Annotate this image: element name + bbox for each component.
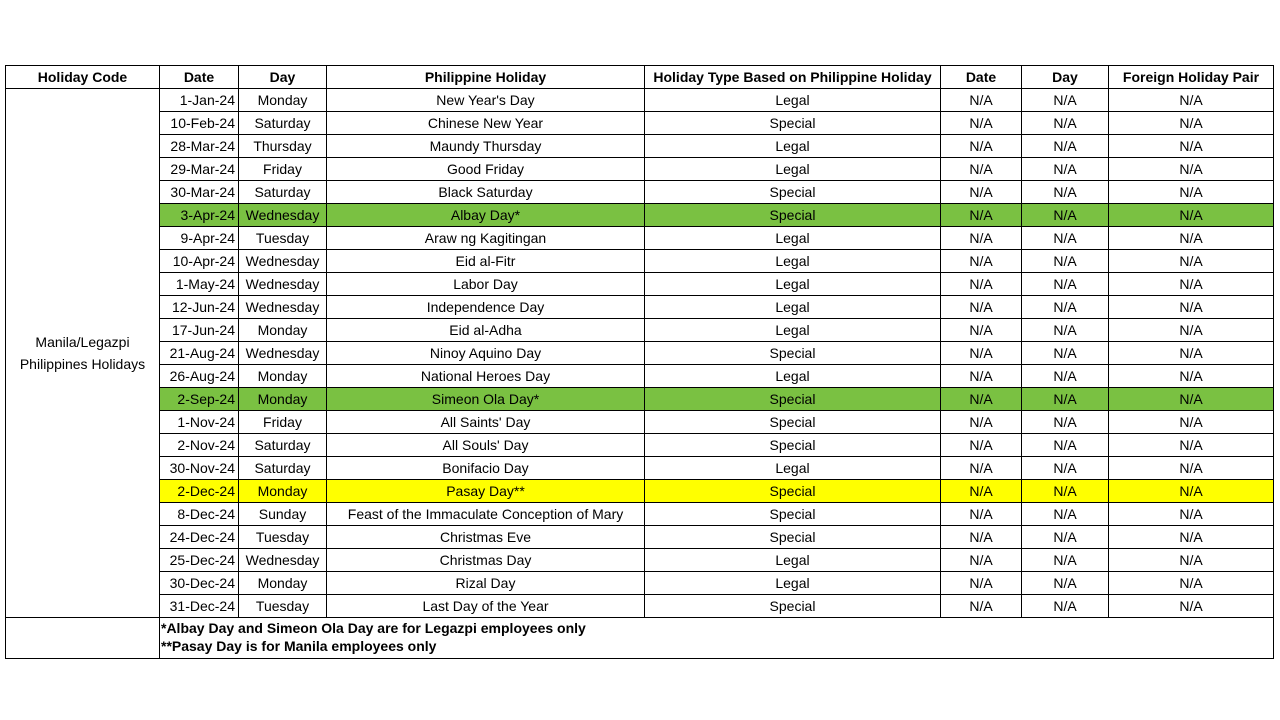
- cell-holiday-type: Special: [645, 388, 941, 411]
- cell-philippine-holiday: Bonifacio Day: [327, 457, 645, 480]
- table-row: [6, 204, 1274, 227]
- cell-date: 30-Nov-24: [160, 457, 239, 480]
- table-row: [6, 227, 1274, 250]
- cell-foreign-day: N/A: [1022, 204, 1109, 227]
- header-philippine-holiday: Philippine Holiday: [327, 66, 645, 89]
- cell-foreign-day: N/A: [1022, 89, 1109, 112]
- header-foreign-holiday-pair: Foreign Holiday Pair: [1109, 66, 1274, 89]
- cell-philippine-holiday: Rizal Day: [327, 572, 645, 595]
- cell-foreign-day: N/A: [1022, 411, 1109, 434]
- cell-foreign-holiday-pair: N/A: [1109, 135, 1274, 158]
- cell-day: Saturday: [239, 457, 327, 480]
- cell-foreign-date: N/A: [941, 135, 1022, 158]
- cell-foreign-date: N/A: [941, 158, 1022, 181]
- cell-foreign-date: N/A: [941, 204, 1022, 227]
- cell-philippine-holiday: Ninoy Aquino Day: [327, 342, 645, 365]
- cell-day: Monday: [239, 319, 327, 342]
- cell-philippine-holiday: Chinese New Year: [327, 112, 645, 135]
- cell-date: 2-Sep-24: [160, 388, 239, 411]
- cell-holiday-type: Legal: [645, 319, 941, 342]
- cell-foreign-day: N/A: [1022, 526, 1109, 549]
- cell-foreign-holiday-pair: N/A: [1109, 572, 1274, 595]
- cell-holiday-type: Legal: [645, 549, 941, 572]
- cell-foreign-holiday-pair: N/A: [1109, 204, 1274, 227]
- cell-holiday-type: Special: [645, 595, 941, 618]
- cell-foreign-holiday-pair: N/A: [1109, 89, 1274, 112]
- table-row: [6, 388, 1274, 411]
- cell-day: Friday: [239, 411, 327, 434]
- cell-philippine-holiday: All Saints' Day: [327, 411, 645, 434]
- cell-foreign-day: N/A: [1022, 112, 1109, 135]
- cell-foreign-date: N/A: [941, 434, 1022, 457]
- cell-philippine-holiday: Black Saturday: [327, 181, 645, 204]
- cell-day: Sunday: [239, 503, 327, 526]
- cell-holiday-type: Special: [645, 112, 941, 135]
- cell-day: Wednesday: [239, 273, 327, 296]
- cell-holiday-type: Legal: [645, 572, 941, 595]
- cell-foreign-date: N/A: [941, 112, 1022, 135]
- cell-date: 17-Jun-24: [160, 319, 239, 342]
- cell-day: Saturday: [239, 434, 327, 457]
- cell-foreign-day: N/A: [1022, 250, 1109, 273]
- cell-foreign-day: N/A: [1022, 480, 1109, 503]
- cell-foreign-date: N/A: [941, 319, 1022, 342]
- header-day: Day: [239, 66, 327, 89]
- notes-spacer-cell: [6, 618, 160, 659]
- table-row: [6, 319, 1274, 342]
- table-row: [6, 135, 1274, 158]
- table-row: [6, 526, 1274, 549]
- cell-holiday-type: Special: [645, 434, 941, 457]
- table-row: [6, 549, 1274, 572]
- header-date: Date: [160, 66, 239, 89]
- cell-date: 1-Nov-24: [160, 411, 239, 434]
- table-row: [6, 595, 1274, 618]
- cell-foreign-holiday-pair: N/A: [1109, 457, 1274, 480]
- cell-foreign-date: N/A: [941, 595, 1022, 618]
- cell-foreign-holiday-pair: N/A: [1109, 434, 1274, 457]
- cell-foreign-day: N/A: [1022, 342, 1109, 365]
- cell-date: 1-Jan-24: [160, 89, 239, 112]
- cell-date: 12-Jun-24: [160, 296, 239, 319]
- cell-philippine-holiday: Maundy Thursday: [327, 135, 645, 158]
- table-row: [6, 296, 1274, 319]
- cell-day: Saturday: [239, 181, 327, 204]
- cell-foreign-date: N/A: [941, 480, 1022, 503]
- notes-cell: [160, 618, 1274, 659]
- cell-holiday-type: Legal: [645, 296, 941, 319]
- cell-philippine-holiday: Eid al-Adha: [327, 319, 645, 342]
- cell-foreign-day: N/A: [1022, 457, 1109, 480]
- note-manila: **Pasay Day is for Manila employees only: [161, 638, 437, 654]
- holiday-rows: [6, 89, 1274, 618]
- cell-foreign-date: N/A: [941, 411, 1022, 434]
- cell-philippine-holiday: Araw ng Kagitingan: [327, 227, 645, 250]
- cell-foreign-holiday-pair: N/A: [1109, 296, 1274, 319]
- cell-holiday-type: Legal: [645, 135, 941, 158]
- cell-foreign-holiday-pair: N/A: [1109, 342, 1274, 365]
- holiday-code-group: [6, 89, 160, 618]
- cell-holiday-type: Legal: [645, 273, 941, 296]
- cell-foreign-holiday-pair: N/A: [1109, 595, 1274, 618]
- cell-foreign-date: N/A: [941, 549, 1022, 572]
- cell-foreign-date: N/A: [941, 388, 1022, 411]
- cell-date: 30-Dec-24: [160, 572, 239, 595]
- table-row: [6, 181, 1274, 204]
- cell-date: 21-Aug-24: [160, 342, 239, 365]
- cell-philippine-holiday: All Souls' Day: [327, 434, 645, 457]
- cell-day: Wednesday: [239, 549, 327, 572]
- cell-philippine-holiday: Simeon Ola Day*: [327, 388, 645, 411]
- cell-foreign-holiday-pair: N/A: [1109, 273, 1274, 296]
- cell-philippine-holiday: Christmas Eve: [327, 526, 645, 549]
- cell-philippine-holiday: Independence Day: [327, 296, 645, 319]
- cell-holiday-type: Legal: [645, 365, 941, 388]
- table-row: [6, 457, 1274, 480]
- cell-holiday-type: Legal: [645, 158, 941, 181]
- cell-philippine-holiday: Albay Day*: [327, 204, 645, 227]
- table-row: [6, 434, 1274, 457]
- cell-holiday-type: Legal: [645, 250, 941, 273]
- cell-philippine-holiday: National Heroes Day: [327, 365, 645, 388]
- table-row: [6, 273, 1274, 296]
- cell-foreign-holiday-pair: N/A: [1109, 319, 1274, 342]
- cell-foreign-date: N/A: [941, 572, 1022, 595]
- cell-day: Tuesday: [239, 595, 327, 618]
- cell-foreign-date: N/A: [941, 296, 1022, 319]
- table-row: [6, 112, 1274, 135]
- notes-row: [6, 618, 1274, 659]
- cell-day: Saturday: [239, 112, 327, 135]
- cell-day: Tuesday: [239, 227, 327, 250]
- header-foreign-day: Day: [1022, 66, 1109, 89]
- cell-day: Wednesday: [239, 342, 327, 365]
- cell-philippine-holiday: Feast of the Immaculate Conception of Mary: [327, 503, 645, 526]
- cell-day: Monday: [239, 572, 327, 595]
- cell-date: 9-Apr-24: [160, 227, 239, 250]
- cell-foreign-date: N/A: [941, 89, 1022, 112]
- note-legazpi: *Albay Day and Simeon Ola Day are for Legazpi employees only: [161, 620, 586, 636]
- cell-foreign-day: N/A: [1022, 503, 1109, 526]
- cell-foreign-date: N/A: [941, 365, 1022, 388]
- cell-foreign-day: N/A: [1022, 595, 1109, 618]
- holiday-table: [5, 65, 1274, 659]
- cell-holiday-type: Special: [645, 526, 941, 549]
- cell-foreign-day: N/A: [1022, 227, 1109, 250]
- cell-foreign-holiday-pair: N/A: [1109, 158, 1274, 181]
- cell-date: 10-Apr-24: [160, 250, 239, 273]
- cell-date: 1-May-24: [160, 273, 239, 296]
- header-row: [6, 66, 1274, 89]
- cell-foreign-date: N/A: [941, 342, 1022, 365]
- cell-date: 31-Dec-24: [160, 595, 239, 618]
- cell-foreign-holiday-pair: N/A: [1109, 388, 1274, 411]
- cell-foreign-date: N/A: [941, 503, 1022, 526]
- cell-day: Tuesday: [239, 526, 327, 549]
- cell-holiday-type: Special: [645, 480, 941, 503]
- cell-holiday-type: Legal: [645, 457, 941, 480]
- header-holiday-type: Holiday Type Based on Philippine Holiday: [645, 66, 941, 89]
- cell-date: 2-Nov-24: [160, 434, 239, 457]
- cell-foreign-day: N/A: [1022, 572, 1109, 595]
- cell-foreign-holiday-pair: N/A: [1109, 112, 1274, 135]
- cell-day: Wednesday: [239, 296, 327, 319]
- cell-holiday-type: Special: [645, 342, 941, 365]
- cell-date: 8-Dec-24: [160, 503, 239, 526]
- cell-foreign-holiday-pair: N/A: [1109, 181, 1274, 204]
- holiday-code-line1: Manila/Legazpi: [35, 334, 130, 350]
- cell-foreign-holiday-pair: N/A: [1109, 227, 1274, 250]
- cell-foreign-holiday-pair: N/A: [1109, 411, 1274, 434]
- cell-foreign-day: N/A: [1022, 388, 1109, 411]
- cell-foreign-day: N/A: [1022, 549, 1109, 572]
- cell-date: 3-Apr-24: [160, 204, 239, 227]
- cell-foreign-holiday-pair: N/A: [1109, 250, 1274, 273]
- cell-foreign-day: N/A: [1022, 365, 1109, 388]
- cell-holiday-type: Special: [645, 411, 941, 434]
- cell-foreign-day: N/A: [1022, 135, 1109, 158]
- cell-day: Monday: [239, 388, 327, 411]
- table-row: [6, 250, 1274, 273]
- cell-foreign-day: N/A: [1022, 181, 1109, 204]
- cell-date: 30-Mar-24: [160, 181, 239, 204]
- cell-philippine-holiday: Labor Day: [327, 273, 645, 296]
- holiday-code-line2: Philippines Holidays: [19, 356, 146, 372]
- table-row: [6, 480, 1274, 503]
- cell-philippine-holiday: Eid al-Fitr: [327, 250, 645, 273]
- cell-philippine-holiday: New Year's Day: [327, 89, 645, 112]
- cell-philippine-holiday: Last Day of the Year: [327, 595, 645, 618]
- cell-date: 24-Dec-24: [160, 526, 239, 549]
- header-foreign-date: Date: [941, 66, 1022, 89]
- cell-foreign-day: N/A: [1022, 434, 1109, 457]
- cell-philippine-holiday: Good Friday: [327, 158, 645, 181]
- cell-foreign-holiday-pair: N/A: [1109, 503, 1274, 526]
- table-row: [6, 89, 1274, 112]
- cell-date: 26-Aug-24: [160, 365, 239, 388]
- cell-date: 29-Mar-24: [160, 158, 239, 181]
- table-row: [6, 365, 1274, 388]
- table-row: [6, 503, 1274, 526]
- cell-holiday-type: Legal: [645, 89, 941, 112]
- holiday-sheet: [5, 65, 1274, 659]
- cell-day: Monday: [239, 365, 327, 388]
- cell-date: 25-Dec-24: [160, 549, 239, 572]
- cell-foreign-date: N/A: [941, 227, 1022, 250]
- cell-foreign-holiday-pair: N/A: [1109, 480, 1274, 503]
- cell-day: Wednesday: [239, 204, 327, 227]
- cell-day: Thursday: [239, 135, 327, 158]
- cell-day: Wednesday: [239, 250, 327, 273]
- cell-philippine-holiday: Pasay Day**: [327, 480, 645, 503]
- cell-day: Friday: [239, 158, 327, 181]
- cell-date: 2-Dec-24: [160, 480, 239, 503]
- table-row: [6, 342, 1274, 365]
- cell-foreign-holiday-pair: N/A: [1109, 549, 1274, 572]
- cell-date: 28-Mar-24: [160, 135, 239, 158]
- cell-day: Monday: [239, 480, 327, 503]
- cell-philippine-holiday: Christmas Day: [327, 549, 645, 572]
- cell-day: Monday: [239, 89, 327, 112]
- cell-date: 10-Feb-24: [160, 112, 239, 135]
- cell-foreign-date: N/A: [941, 273, 1022, 296]
- cell-holiday-type: Special: [645, 503, 941, 526]
- cell-foreign-holiday-pair: N/A: [1109, 526, 1274, 549]
- cell-holiday-type: Special: [645, 204, 941, 227]
- cell-foreign-date: N/A: [941, 526, 1022, 549]
- cell-foreign-date: N/A: [941, 250, 1022, 273]
- cell-foreign-holiday-pair: N/A: [1109, 365, 1274, 388]
- cell-foreign-date: N/A: [941, 181, 1022, 204]
- table-row: [6, 158, 1274, 181]
- table-row: [6, 411, 1274, 434]
- cell-holiday-type: Special: [645, 181, 941, 204]
- cell-foreign-date: N/A: [941, 457, 1022, 480]
- table-row: [6, 572, 1274, 595]
- cell-foreign-day: N/A: [1022, 319, 1109, 342]
- header-holiday-code: Holiday Code: [6, 66, 160, 89]
- cell-foreign-day: N/A: [1022, 158, 1109, 181]
- cell-foreign-day: N/A: [1022, 273, 1109, 296]
- cell-holiday-type: Legal: [645, 227, 941, 250]
- cell-foreign-day: N/A: [1022, 296, 1109, 319]
